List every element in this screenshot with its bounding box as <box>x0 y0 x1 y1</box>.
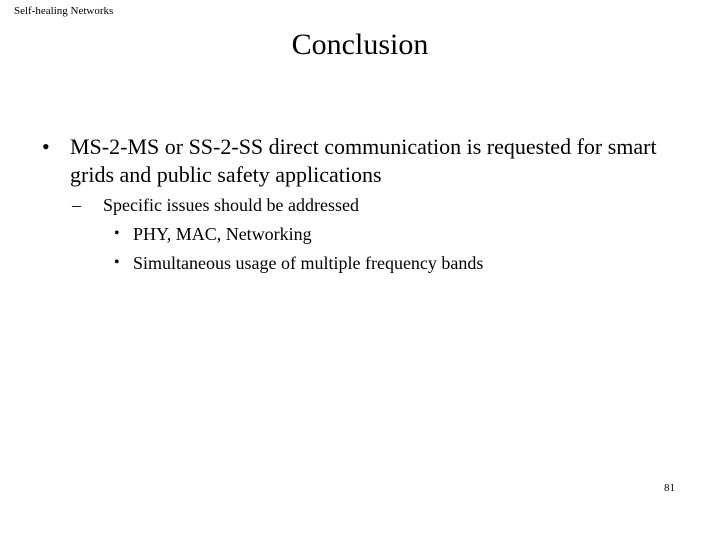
slide-title: Conclusion <box>291 28 429 61</box>
bullet-level-2 <box>72 194 672 216</box>
bullet-level-3 <box>114 252 674 274</box>
bullet-text: Specific issues should be addressed <box>103 195 359 215</box>
header-text: Self-healing Networks <box>14 5 114 17</box>
bullet-text: MS-2-MS or SS-2-SS direct communication is requested for smart grids and public safety applications <box>70 134 657 187</box>
bullet-marker: • <box>42 134 50 159</box>
page-number: 81 <box>664 482 675 494</box>
bullet-level-1 <box>42 133 682 189</box>
bullet-text: Simultaneous usage of multiple frequency bands <box>133 253 484 273</box>
bullet-text: PHY, MAC, Networking <box>133 224 312 244</box>
bullet-marker: • <box>114 225 120 242</box>
bullet-level-3 <box>114 223 674 245</box>
bullet-marker: • <box>114 254 120 271</box>
dash-marker: – <box>72 195 81 215</box>
